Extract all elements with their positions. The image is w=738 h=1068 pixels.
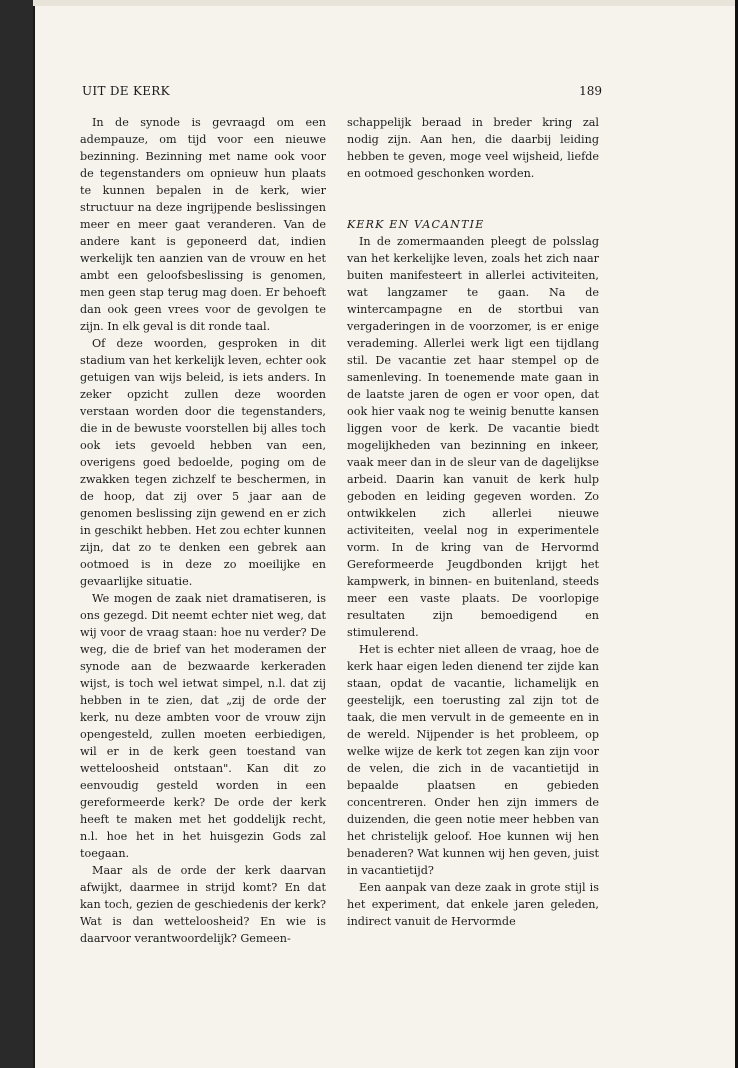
paragraph: Maar als de orde der kerk daarvan afwijkt, daarmee in strijd komt? En dat kan toch, gezien de geschiedenis der kerk? Wat is dan wetteloosheid? En wie is daarvoor verantwoordelijk? Gemeen- [80, 864, 326, 945]
paragraph: Een aanpak van deze zaak in grote stijl is het experiment, dat enkele jaren geleden, indirect vanuit de Hervormde [347, 881, 599, 928]
paragraph: Of deze woorden, gesproken in dit stadium van het kerkelijk leven, echter ook getuigen van wijs beleid, is iets anders. In zeker opzicht zullen deze woorden verstaan worden door die tegenstanders, die in de bewuste voorstellen bij alles toch ook iets gevoeld hebben van een, overigens goed bedoelde, poging om de zwakken tegen zichzelf te beschermen, in de hoop, dat zij over 5 jaar aan de genomen beslissing zijn gewend en er zich in geschikt hebben. Het zou echter kunnen zijn, dat zo te denken een gebrek aan ootmoed is in deze zo moeilijke en gevaarlijke situatie. [80, 337, 326, 588]
paragraph-continuation: schappelijk beraad in breder kring zal nodig zijn. Aan hen, die daarbij leiding hebben te geven, moge veel wijsheid, liefde en ootmoed geschonken worden. [347, 116, 599, 180]
paragraph: In de zomermaanden pleegt de polsslag van het kerkelijke leven, zoals het zich naar buiten manifesteert in allerlei activiteiten, wat langzamer te gaan. Na de wintercampagne en de stortbui van vergaderingen in de voorzomer, is er enige verademing. Allerlei werk ligt een tijdlang stil. De vacantie zet haar stempel op de samenleving. In toenemende mate gaan in de laatste jaren de ogen er voor open, dat ook hier vaak nog te weinig benutte kansen liggen voor de kerk. De vacantie biedt mogelijkheden van bezinning en inkeer, vaak meer dan in de sleur van de dagelijkse arbeid. Daarin kan vanuit de kerk hulp geboden en leiding gegeven worden. Zo ontwikkelen zich allerlei nieuwe activiteiten, veelal nog in experimentele vorm. In de kring van de Hervormd Gereformeerde Jeugdbonden krijgt het kampwerk, in binnen- en buitenland, steeds meer een vaste plaats. De voorlopige resultaten zijn bemoedigend en stimulerend. [347, 235, 599, 639]
running-title: UIT DE KERK [82, 84, 170, 98]
page-top-edge [33, 0, 738, 6]
paragraph: Het is echter niet alleen de vraag, hoe de kerk haar eigen leden dienend ter zijde kan staan, opdat de vacantie, lichamelijk en geestelijk, een toerusting zal zijn tot de taak, die men vervult in de gemeente en in de wereld. Nijpender is het probleem, op welke wijze de kerk tot zegen kan zijn voor de velen, die zich in de vacantietijd in bepaalde plaatsen en gebieden concentreren. Onder hen zijn immers de duizenden, die geen notie meer hebben van het christelijk geloof. Hoe kunnen wij hen benaderen? Wat kunnen wij hen geven, juist in vacantietijd? [347, 643, 599, 877]
paragraph: We mogen de zaak niet dramatiseren, is ons gezegd. Dit neemt echter niet weg, dat wij voor de vraag staan: hoe nu verder? De weg, die de brief van het moderamen der synode aan de bezwaarde kerkeraden wijst, is toch wel ietwat simpel, n.l. dat zij hebben in te zien, dat „zij de orde der kerk, nu deze ambten voor de vrouw zijn opengesteld, zullen moeten eerbiedigen, wil er in de kerk geen toestand van wetteloosheid ontstaan". Kan dit zo eenvoudig gesteld worden in een gereformeerde kerk? De orde der kerk heeft te maken met het goddelijk recht, n.l. hoe het in het huisgezin Gods zal toegaan. [80, 592, 326, 860]
paragraph: In de synode is gevraagd om een adempauze, om tijd voor een nieuwe bezinning. Bezinning met name ook voor de tegenstanders om opnieuw hun plaats te kunnen bepalen in de kerk, wier structuur na deze ingrijpende beslissingen meer en meer gaat veranderen. Van de andere kant is geponeerd dat, indien werkelijk ten aanzien van de vrouw en het ambt een geloofsbeslissing is genomen, men geen stap terug mag doen. Er behoeft dan ook geen vrees voor de gevolgen te zijn. In elk geval is dit ronde taal. [80, 116, 326, 333]
right-column [347, 114, 599, 930]
left-column [80, 114, 326, 947]
running-head [82, 84, 602, 102]
page-number: 189 [579, 84, 602, 98]
section-gap [347, 182, 599, 216]
section-heading: KERK EN VACANTIE [347, 218, 485, 231]
